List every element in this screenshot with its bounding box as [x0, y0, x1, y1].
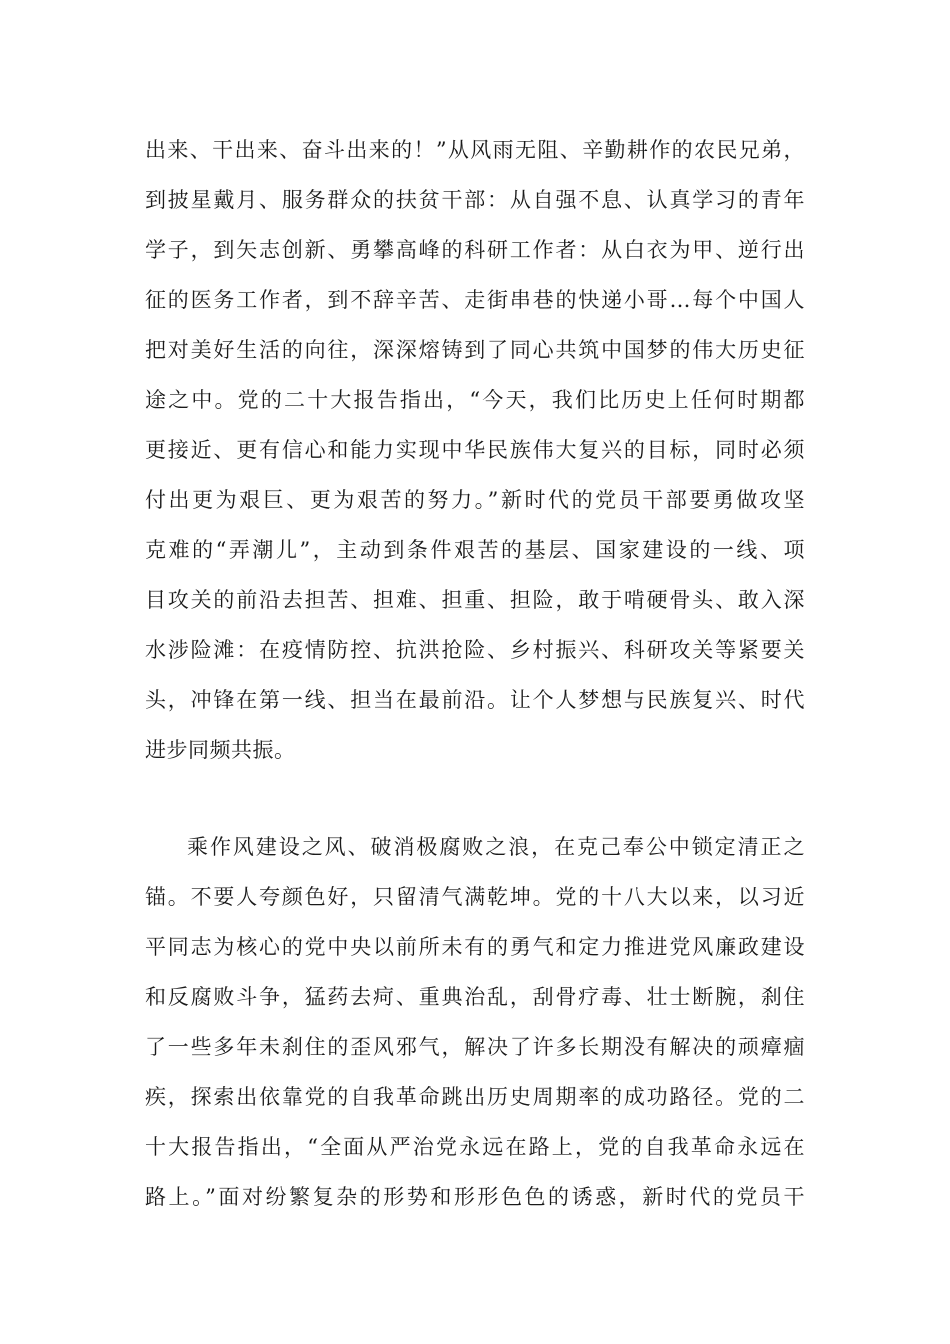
- paragraph-2-line-8: 路上。”面对纷繁复杂的形势和形形色色的诱惑，新时代的党员干: [145, 1185, 805, 1209]
- paragraph-1-line-2: 到披星戴月、服务群众的扶贫干部：从自强不息、认真学习的青年: [145, 188, 805, 212]
- paragraph-2-line-1: 乘作风建设之风、破消极腐败之浪，在克己奉公中锁定清正之: [187, 835, 805, 859]
- paragraph-1-line-10: 目攻关的前沿去担苦、担难、担重、担险，敢于啃硬骨头、敢入深: [145, 588, 805, 612]
- paragraph-2-line-5: 了一些多年未刹住的歪风邪气，解决了许多长期没有解决的顽瘴痼: [145, 1035, 805, 1059]
- paragraph-1-line-4: 征的医务工作者，到不辞辛苦、走街串巷的快递小哥…每个中国人: [145, 288, 805, 312]
- paragraph-2-line-7: 十大报告指出，“全面从严治党永远在路上，党的自我革命永远在: [145, 1135, 805, 1159]
- paragraph-1-line-12: 头，冲锋在第一线、担当在最前沿。让个人梦想与民族复兴、时代: [145, 688, 805, 712]
- paragraph-1-line-5: 把对美好生活的向往，深深熔铸到了同心共筑中国梦的伟大历史征: [145, 338, 805, 362]
- paragraph-1-line-13: 进步同频共振。: [145, 738, 296, 762]
- paragraph-2-line-3: 平同志为核心的党中央以前所未有的勇气和定力推进党风廉政建设: [145, 935, 805, 959]
- paragraph-1-line-8: 付出更为艰巨、更为艰苦的努力。”新时代的党员干部要勇做攻坚: [145, 488, 805, 512]
- paragraph-1-line-6: 途之中。党的二十大报告指出，“今天，我们比历史上任何时期都: [145, 388, 805, 412]
- paragraph-2-line-6: 疾，探索出依靠党的自我革命跳出历史周期率的成功路径。党的二: [145, 1085, 805, 1109]
- paragraph-1-line-3: 学子，到矢志创新、勇攀高峰的科研工作者：从白衣为甲、逆行出: [145, 238, 805, 262]
- paragraph-1-line-7: 更接近、更有信心和能力实现中华民族伟大复兴的目标，同时必须: [145, 438, 805, 462]
- paragraph-1-line-1: 出来、干出来、奋斗出来的！”从风雨无阻、辛勤耕作的农民兄弟，: [145, 138, 805, 162]
- paragraph-2-line-2: 锚。不要人夸颜色好，只留清气满乾坤。党的十八大以来，以习近: [145, 885, 805, 909]
- paragraph-1-line-11: 水涉险滩：在疫情防控、抗洪抢险、乡村振兴、科研攻关等紧要关: [145, 638, 805, 662]
- paragraph-2-line-4: 和反腐败斗争，猛药去疴、重典治乱，刮骨疗毒、壮士断腕，刹住: [145, 985, 805, 1009]
- paragraph-1-line-9: 克难的“弄潮儿”，主动到条件艰苦的基层、国家建设的一线、项: [145, 538, 805, 562]
